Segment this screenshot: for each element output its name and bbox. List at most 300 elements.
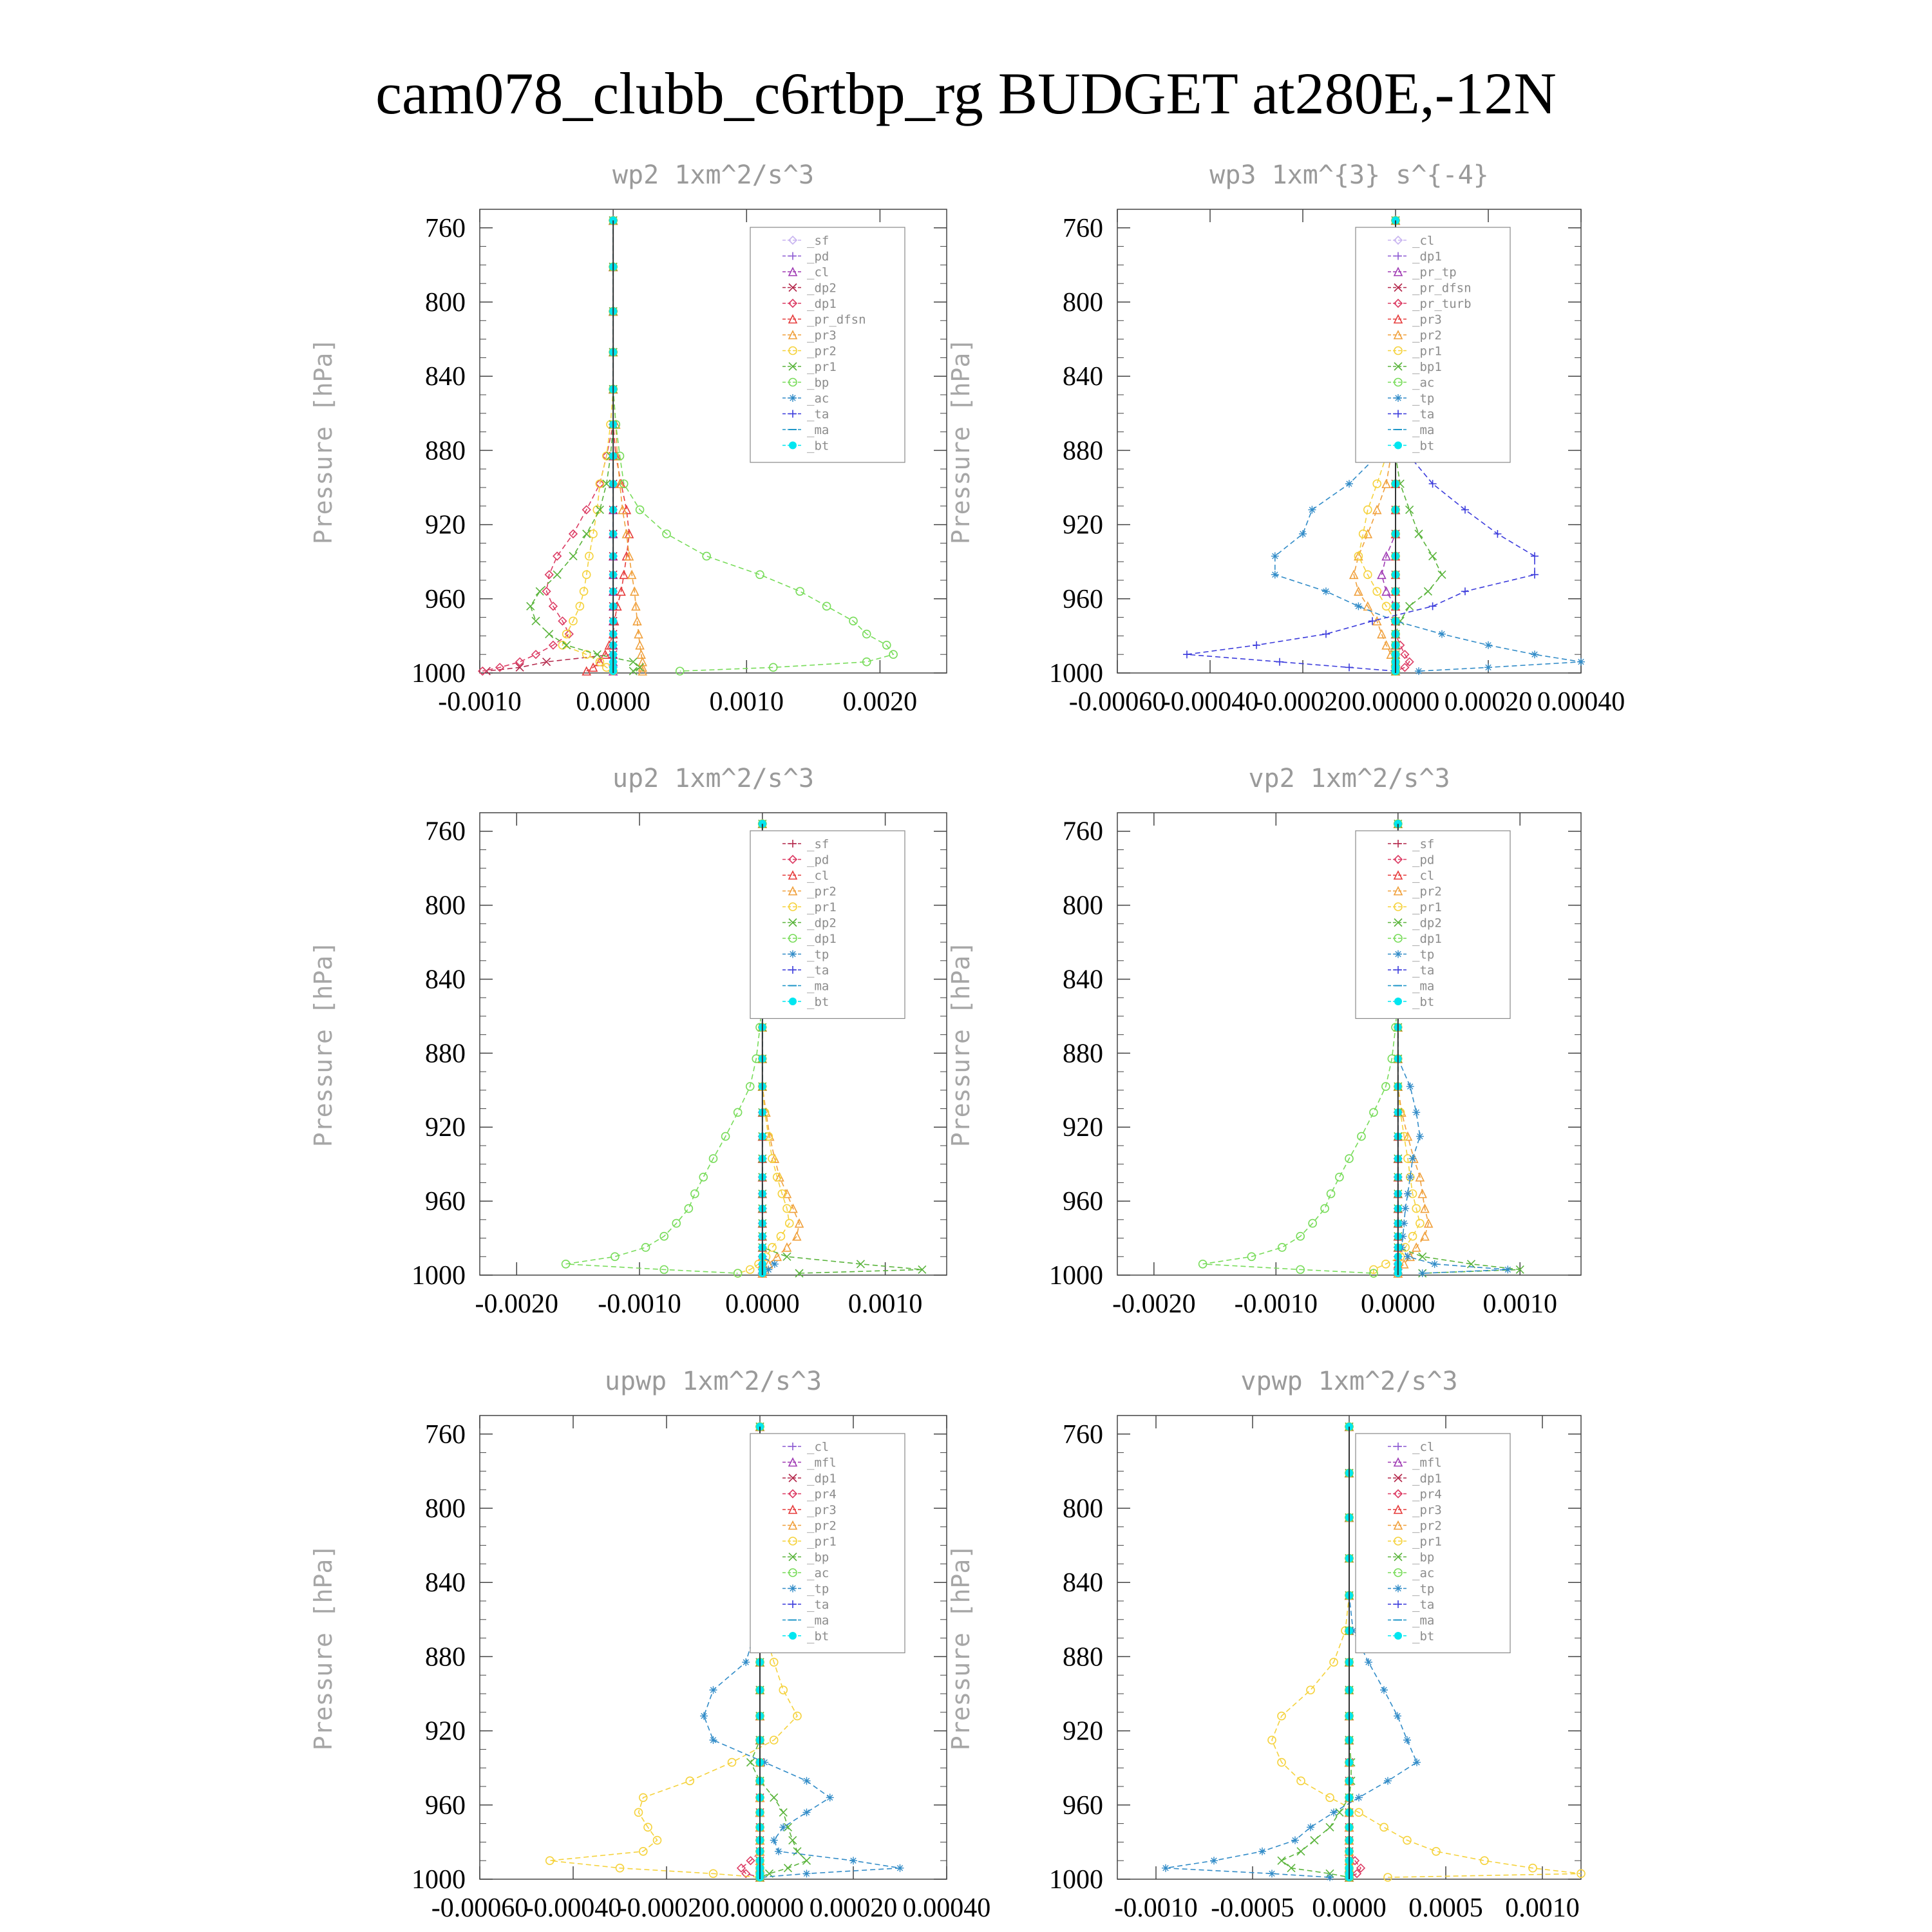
data-point <box>1278 1857 1285 1864</box>
legend-label: _ac <box>807 392 829 406</box>
data-point <box>1424 587 1432 595</box>
data-point <box>1413 1759 1421 1766</box>
y-tick-label: 800 <box>1063 891 1103 921</box>
data-point <box>527 602 535 610</box>
legend-label: _tp <box>807 1582 829 1596</box>
data-point <box>553 571 561 578</box>
data-point <box>685 1205 692 1213</box>
data-point <box>1380 1823 1388 1831</box>
y-tick-label: 760 <box>425 817 466 847</box>
plot-frame <box>1117 813 1581 1275</box>
legend-marker <box>1394 394 1402 402</box>
legend-label: _pr3 <box>1412 1503 1442 1517</box>
data-point <box>756 571 764 578</box>
data-point <box>1484 641 1492 649</box>
data-point <box>1162 1864 1170 1872</box>
data-point <box>1322 587 1330 595</box>
x-tick-label: 0.00040 <box>1537 687 1625 717</box>
x-tick-label: -0.0005 <box>1211 1893 1294 1923</box>
series-line <box>486 220 613 671</box>
x-tick-label: 0.0000 <box>1361 1289 1435 1319</box>
legend-label: _mfl <box>807 1455 837 1470</box>
y-tick-label: 960 <box>425 584 466 614</box>
series-pr_dfsn <box>583 216 633 675</box>
data-point <box>1404 1253 1412 1260</box>
x-tick-label: 0.00000 <box>715 1893 804 1923</box>
data-point <box>1370 1108 1378 1116</box>
x-tick-label: -0.0010 <box>1234 1289 1318 1319</box>
legend-label: _pr_dfsn <box>1412 281 1472 296</box>
legend-marker <box>789 1632 797 1640</box>
legend-label: _dp1 <box>807 932 837 946</box>
data-point <box>545 630 553 638</box>
data-point <box>1368 617 1376 625</box>
data-point <box>775 1848 782 1855</box>
data-point <box>1384 1777 1392 1785</box>
x-tick-label: -0.00060 <box>431 1893 529 1923</box>
legend-label: _dp2 <box>807 916 837 931</box>
data-point <box>1321 1205 1329 1213</box>
data-point <box>803 1777 811 1785</box>
data-point <box>1429 553 1437 560</box>
data-point <box>770 1837 778 1844</box>
legend-label: _dp1 <box>1412 932 1442 946</box>
data-point <box>777 1233 784 1240</box>
panel-2 <box>947 160 1625 717</box>
y-tick-label: 880 <box>425 1039 466 1069</box>
data-point <box>1373 480 1381 488</box>
y-tick-label: 960 <box>425 1187 466 1217</box>
data-point <box>793 1848 801 1855</box>
legend-label: _dp1 <box>807 1472 837 1486</box>
legend-label: _pr4 <box>1412 1487 1442 1502</box>
y-tick-label: 1000 <box>1049 1865 1103 1895</box>
data-point <box>1406 1083 1414 1090</box>
legend <box>750 831 905 1019</box>
legend-marker <box>789 951 797 958</box>
data-point <box>1401 1205 1409 1213</box>
legend <box>1356 1434 1510 1653</box>
legend-label: _ma <box>1412 979 1435 994</box>
legend-label: _mfl <box>1412 1455 1442 1470</box>
y-tick-label: 920 <box>425 510 466 540</box>
data-point <box>1210 1857 1218 1864</box>
legend-label: _sf <box>807 837 829 851</box>
data-point <box>747 1759 755 1766</box>
legend-label: _ta <box>807 963 829 978</box>
data-point <box>1531 553 1539 560</box>
data-point <box>1183 650 1191 658</box>
panel-title: wp3 1xm^{3} s^{-4} <box>1209 160 1489 190</box>
legend-marker <box>789 442 797 450</box>
y-tick-label: 1000 <box>1049 659 1103 688</box>
data-point <box>1311 1837 1318 1844</box>
data-point <box>1403 1736 1411 1744</box>
data-point <box>1504 1265 1511 1273</box>
legend-label: _dp1 <box>807 297 837 311</box>
x-tick-label: 0.00020 <box>809 1893 898 1923</box>
y-tick-label: 1000 <box>412 659 466 688</box>
y-tick-label: 760 <box>425 1419 466 1450</box>
y-tick-label: 1000 <box>412 1865 466 1895</box>
data-point <box>1253 641 1260 649</box>
legend-label: _dp1 <box>1412 249 1442 264</box>
data-point <box>1258 1848 1266 1855</box>
y-tick-label: 840 <box>1063 362 1103 392</box>
legend-marker <box>1394 951 1402 958</box>
data-point <box>1412 1108 1420 1116</box>
legend-label: _cl <box>807 869 829 883</box>
y-tick-label: 840 <box>1063 965 1103 995</box>
data-point <box>1291 1837 1299 1844</box>
legend <box>1356 831 1510 1019</box>
x-tick-label: 0.0010 <box>1482 1289 1558 1319</box>
y-tick-label: 880 <box>425 436 466 466</box>
panel-title: up2 1xm^2/s^3 <box>612 764 815 793</box>
y-tick-label: 1000 <box>1049 1261 1103 1291</box>
legend-label: _ma <box>807 1613 829 1628</box>
data-point <box>703 553 710 560</box>
legend-label: _bt <box>807 439 829 453</box>
data-point <box>1419 1269 1426 1277</box>
legend-label: _bp <box>807 375 829 390</box>
panel-1 <box>309 160 947 717</box>
y-tick-label: 800 <box>425 1494 466 1524</box>
data-point <box>1345 663 1353 671</box>
y-tick-label: 880 <box>1063 1039 1103 1069</box>
legend <box>750 1434 905 1653</box>
data-point <box>1364 530 1372 538</box>
data-point <box>1276 658 1283 666</box>
data-point <box>1409 1233 1417 1240</box>
legend-label: _ma <box>807 979 829 994</box>
y-axis-label: Pressure [hPa] <box>309 1544 337 1751</box>
legend-label: _pr2 <box>807 1519 837 1533</box>
data-point <box>1531 650 1539 658</box>
x-tick-label: 0.00000 <box>1351 687 1440 717</box>
legend-label: _pr3 <box>1412 312 1442 327</box>
series-line <box>1282 1426 1351 1877</box>
data-point <box>1484 663 1492 671</box>
legend-label: _pr1 <box>807 360 837 374</box>
legend-marker <box>1394 1585 1402 1593</box>
data-point <box>742 1658 750 1666</box>
data-point <box>1394 1712 1401 1720</box>
legend-label: _ma <box>1412 1613 1435 1628</box>
legend-label: _pr4 <box>807 1487 837 1502</box>
legend-label: _ma <box>1412 423 1435 437</box>
data-point <box>553 553 561 560</box>
legend-label: _pr1 <box>807 1535 837 1549</box>
y-tick-label: 920 <box>1063 1113 1103 1143</box>
legend-marker <box>1394 998 1402 1005</box>
y-tick-label: 840 <box>425 965 466 995</box>
x-tick-label: 0.0005 <box>1408 1893 1483 1923</box>
y-tick-label: 760 <box>425 213 466 243</box>
data-point <box>1406 506 1414 514</box>
legend-label: _pr2 <box>807 344 837 359</box>
data-point <box>803 1808 811 1816</box>
data-point <box>779 1808 787 1816</box>
data-point <box>1307 1686 1314 1694</box>
x-tick-label: 0.0010 <box>848 1289 923 1319</box>
legend-label: _pr3 <box>807 1503 837 1517</box>
data-point <box>1297 1848 1305 1855</box>
legend-label: _ta <box>807 407 829 422</box>
data-point <box>700 1712 708 1720</box>
panel-3 <box>309 764 947 1319</box>
y-tick-label: 960 <box>425 1790 466 1821</box>
data-point <box>1308 506 1316 514</box>
data-point <box>1326 1823 1334 1831</box>
x-tick-label: -0.00040 <box>524 1893 622 1923</box>
legend-label: _pr1 <box>1412 900 1442 914</box>
y-tick-label: 840 <box>1063 1568 1103 1598</box>
data-point <box>771 1260 779 1268</box>
legend-label: _bp <box>1412 1550 1435 1565</box>
legend-label: _pd <box>807 853 829 867</box>
legend-label: _sf <box>1412 837 1435 851</box>
y-tick-label: 760 <box>1063 1419 1103 1450</box>
panel-title: wp2 1xm^2/s^3 <box>612 160 815 190</box>
data-point <box>1406 1173 1414 1181</box>
data-point <box>1354 553 1362 560</box>
data-point <box>1330 1808 1338 1816</box>
panel-4 <box>947 764 1581 1319</box>
data-point <box>1271 571 1279 578</box>
data-point <box>1416 1133 1424 1141</box>
x-tick-label: -0.0010 <box>438 687 522 717</box>
y-tick-label: 880 <box>1063 436 1103 466</box>
x-tick-label: -0.0010 <box>1114 1893 1198 1923</box>
legend-label: _ac <box>1412 1566 1435 1580</box>
data-point <box>1268 1870 1276 1877</box>
legend-label: _ta <box>807 1598 829 1612</box>
data-point <box>789 1837 797 1844</box>
legend-label: _pd <box>1412 853 1435 867</box>
data-point <box>770 1794 778 1801</box>
series-line <box>482 220 613 671</box>
data-point <box>1299 530 1307 538</box>
data-point <box>1271 553 1279 560</box>
y-axis-label: Pressure [hPa] <box>947 940 975 1148</box>
legend-marker <box>789 998 797 1005</box>
legend-label: _bt <box>1412 1629 1435 1643</box>
data-point <box>691 1190 699 1198</box>
x-tick-label: 0.0020 <box>842 687 918 717</box>
legend-label: _tp <box>1412 1582 1435 1596</box>
legend-label: _pr3 <box>807 328 837 343</box>
data-point <box>1354 602 1362 610</box>
data-point <box>1404 1190 1412 1198</box>
data-point <box>1307 1823 1314 1831</box>
legend-label: _bp <box>807 1550 829 1565</box>
legend-label: _ta <box>1412 963 1435 978</box>
y-tick-label: 920 <box>425 1113 466 1143</box>
series-pr1 <box>527 216 644 675</box>
data-point <box>1493 530 1501 538</box>
x-tick-label: -0.00020 <box>618 1893 715 1923</box>
data-point <box>1336 1173 1343 1181</box>
data-point <box>784 1864 792 1872</box>
series-pr2 <box>558 216 617 675</box>
y-axis-label: Pressure [hPa] <box>309 337 337 545</box>
panel-5 <box>309 1367 990 1923</box>
y-axis-label: Pressure [hPa] <box>947 337 975 545</box>
y-axis-label: Pressure [hPa] <box>309 940 337 1148</box>
data-point <box>1380 1686 1388 1694</box>
data-point <box>593 650 601 658</box>
data-point <box>849 1857 857 1864</box>
panel-title: vp2 1xm^2/s^3 <box>1248 764 1450 793</box>
legend-marker <box>789 1585 797 1593</box>
data-point <box>1326 1873 1334 1881</box>
legend-label: _tp <box>1412 392 1435 406</box>
data-point <box>734 1108 742 1116</box>
y-tick-label: 840 <box>425 362 466 392</box>
legend <box>1356 227 1510 462</box>
y-tick-label: 800 <box>425 288 466 317</box>
x-tick-label: 0.00040 <box>902 1893 991 1923</box>
data-point <box>563 641 571 649</box>
data-point <box>1355 1794 1363 1801</box>
legend-label: _ac <box>807 1566 829 1580</box>
plot-frame <box>1117 209 1581 673</box>
legend-marker <box>1394 1632 1402 1640</box>
series-dp1 <box>478 216 617 675</box>
legend-label: _bp1 <box>1412 360 1442 374</box>
legend-label: _ta <box>1412 1598 1435 1612</box>
data-point <box>569 553 577 560</box>
x-tick-label: -0.0010 <box>598 1289 681 1319</box>
legend-label: _ac <box>1412 375 1435 390</box>
legend-label: _tp <box>1412 947 1435 962</box>
series-bp <box>1278 1423 1355 1881</box>
data-point <box>699 1173 707 1181</box>
x-tick-label: 0.0010 <box>1505 1893 1580 1923</box>
data-point <box>1577 658 1585 666</box>
panel-title: vpwp 1xm^2/s^3 <box>1240 1367 1458 1396</box>
x-tick-label: -0.00040 <box>1161 687 1259 717</box>
legend-label: _pr2 <box>1412 328 1442 343</box>
legend-label: _cl <box>807 1440 829 1454</box>
y-tick-label: 960 <box>1063 1187 1103 1217</box>
legend-label: _bt <box>1412 995 1435 1009</box>
legend-label: _tp <box>807 947 829 962</box>
series-line <box>587 220 629 671</box>
legend-label: _pr_tp <box>1412 265 1457 279</box>
data-point <box>1461 587 1469 595</box>
data-point <box>1438 630 1446 638</box>
data-point <box>1416 1220 1424 1227</box>
legend-label: _pr2 <box>1412 1519 1442 1533</box>
data-point <box>896 1864 904 1872</box>
data-point <box>1409 1155 1417 1162</box>
data-point <box>1438 571 1446 578</box>
series-line <box>531 220 640 671</box>
panel-title: upwp 1xm^2/s^3 <box>604 1367 822 1396</box>
legend-label: _bt <box>1412 439 1435 453</box>
data-point <box>1373 506 1381 514</box>
legend-label: _cl <box>1412 1440 1435 1454</box>
data-point <box>710 1736 717 1744</box>
x-tick-label: 0.0000 <box>725 1289 800 1319</box>
x-tick-label: -0.0020 <box>475 1289 558 1319</box>
y-tick-label: 920 <box>1063 1716 1103 1747</box>
series-line <box>566 824 762 1273</box>
data-point <box>1322 630 1330 638</box>
legend-label: _pr2 <box>807 884 837 899</box>
data-point <box>779 1686 787 1694</box>
page-title: cam078_clubb_c6rtbp_rg BUDGET at280E,-12N <box>375 61 1557 126</box>
y-tick-label: 800 <box>425 891 466 921</box>
data-point <box>1406 602 1414 610</box>
legend-label: _pr_turb <box>1412 297 1472 311</box>
legend-label: _pr1 <box>1412 1535 1442 1549</box>
series-line <box>562 220 613 671</box>
data-point <box>1345 480 1353 488</box>
x-tick-label: 0.00020 <box>1444 687 1533 717</box>
y-tick-label: 800 <box>1063 1494 1103 1524</box>
legend-label: _pr_dfsn <box>807 312 866 327</box>
x-tick-label: 0.0010 <box>709 687 784 717</box>
data-point <box>796 587 804 595</box>
data-point <box>826 1794 834 1801</box>
legend-label: _pr1 <box>807 900 837 914</box>
legend-marker <box>1394 442 1402 450</box>
legend-label: _pr2 <box>1412 884 1442 899</box>
legend-label: _pr1 <box>1412 344 1442 359</box>
x-tick-label: -0.0020 <box>1112 1289 1196 1319</box>
data-point <box>642 1244 650 1251</box>
legend-label: _bt <box>807 995 829 1009</box>
data-point <box>1415 530 1423 538</box>
legend-label: _dp2 <box>807 281 837 296</box>
data-point <box>1531 571 1539 578</box>
y-axis-label: Pressure [hPa] <box>947 1544 975 1751</box>
y-tick-label: 880 <box>425 1642 466 1672</box>
panel-6 <box>947 1367 1585 1923</box>
y-tick-label: 1000 <box>412 1261 466 1291</box>
legend-label: _pd <box>807 249 829 264</box>
x-tick-label: 0.0000 <box>576 687 650 717</box>
y-tick-label: 800 <box>1063 288 1103 317</box>
data-point <box>532 617 540 625</box>
legend <box>750 227 905 462</box>
series-dp1 <box>562 820 766 1277</box>
data-point <box>1365 1658 1372 1666</box>
legend-label: _dp1 <box>1412 1472 1442 1486</box>
y-tick-label: 880 <box>1063 1642 1103 1672</box>
x-tick-label: -0.00060 <box>1068 687 1166 717</box>
legend-label: _ma <box>807 423 829 437</box>
data-point <box>629 658 637 666</box>
legend-label: _cl <box>1412 234 1435 248</box>
legend-marker <box>789 394 797 402</box>
y-tick-label: 960 <box>1063 584 1103 614</box>
y-tick-label: 840 <box>425 1568 466 1598</box>
y-tick-label: 760 <box>1063 817 1103 847</box>
legend-label: _sf <box>807 234 829 248</box>
y-tick-label: 960 <box>1063 1790 1103 1821</box>
y-tick-label: 760 <box>1063 213 1103 243</box>
legend-label: _dp2 <box>1412 916 1442 931</box>
y-tick-label: 920 <box>425 1716 466 1747</box>
data-point <box>803 1857 811 1864</box>
data-point <box>1378 630 1385 638</box>
data-point <box>1383 587 1390 595</box>
x-tick-label: -0.00020 <box>1254 687 1352 717</box>
